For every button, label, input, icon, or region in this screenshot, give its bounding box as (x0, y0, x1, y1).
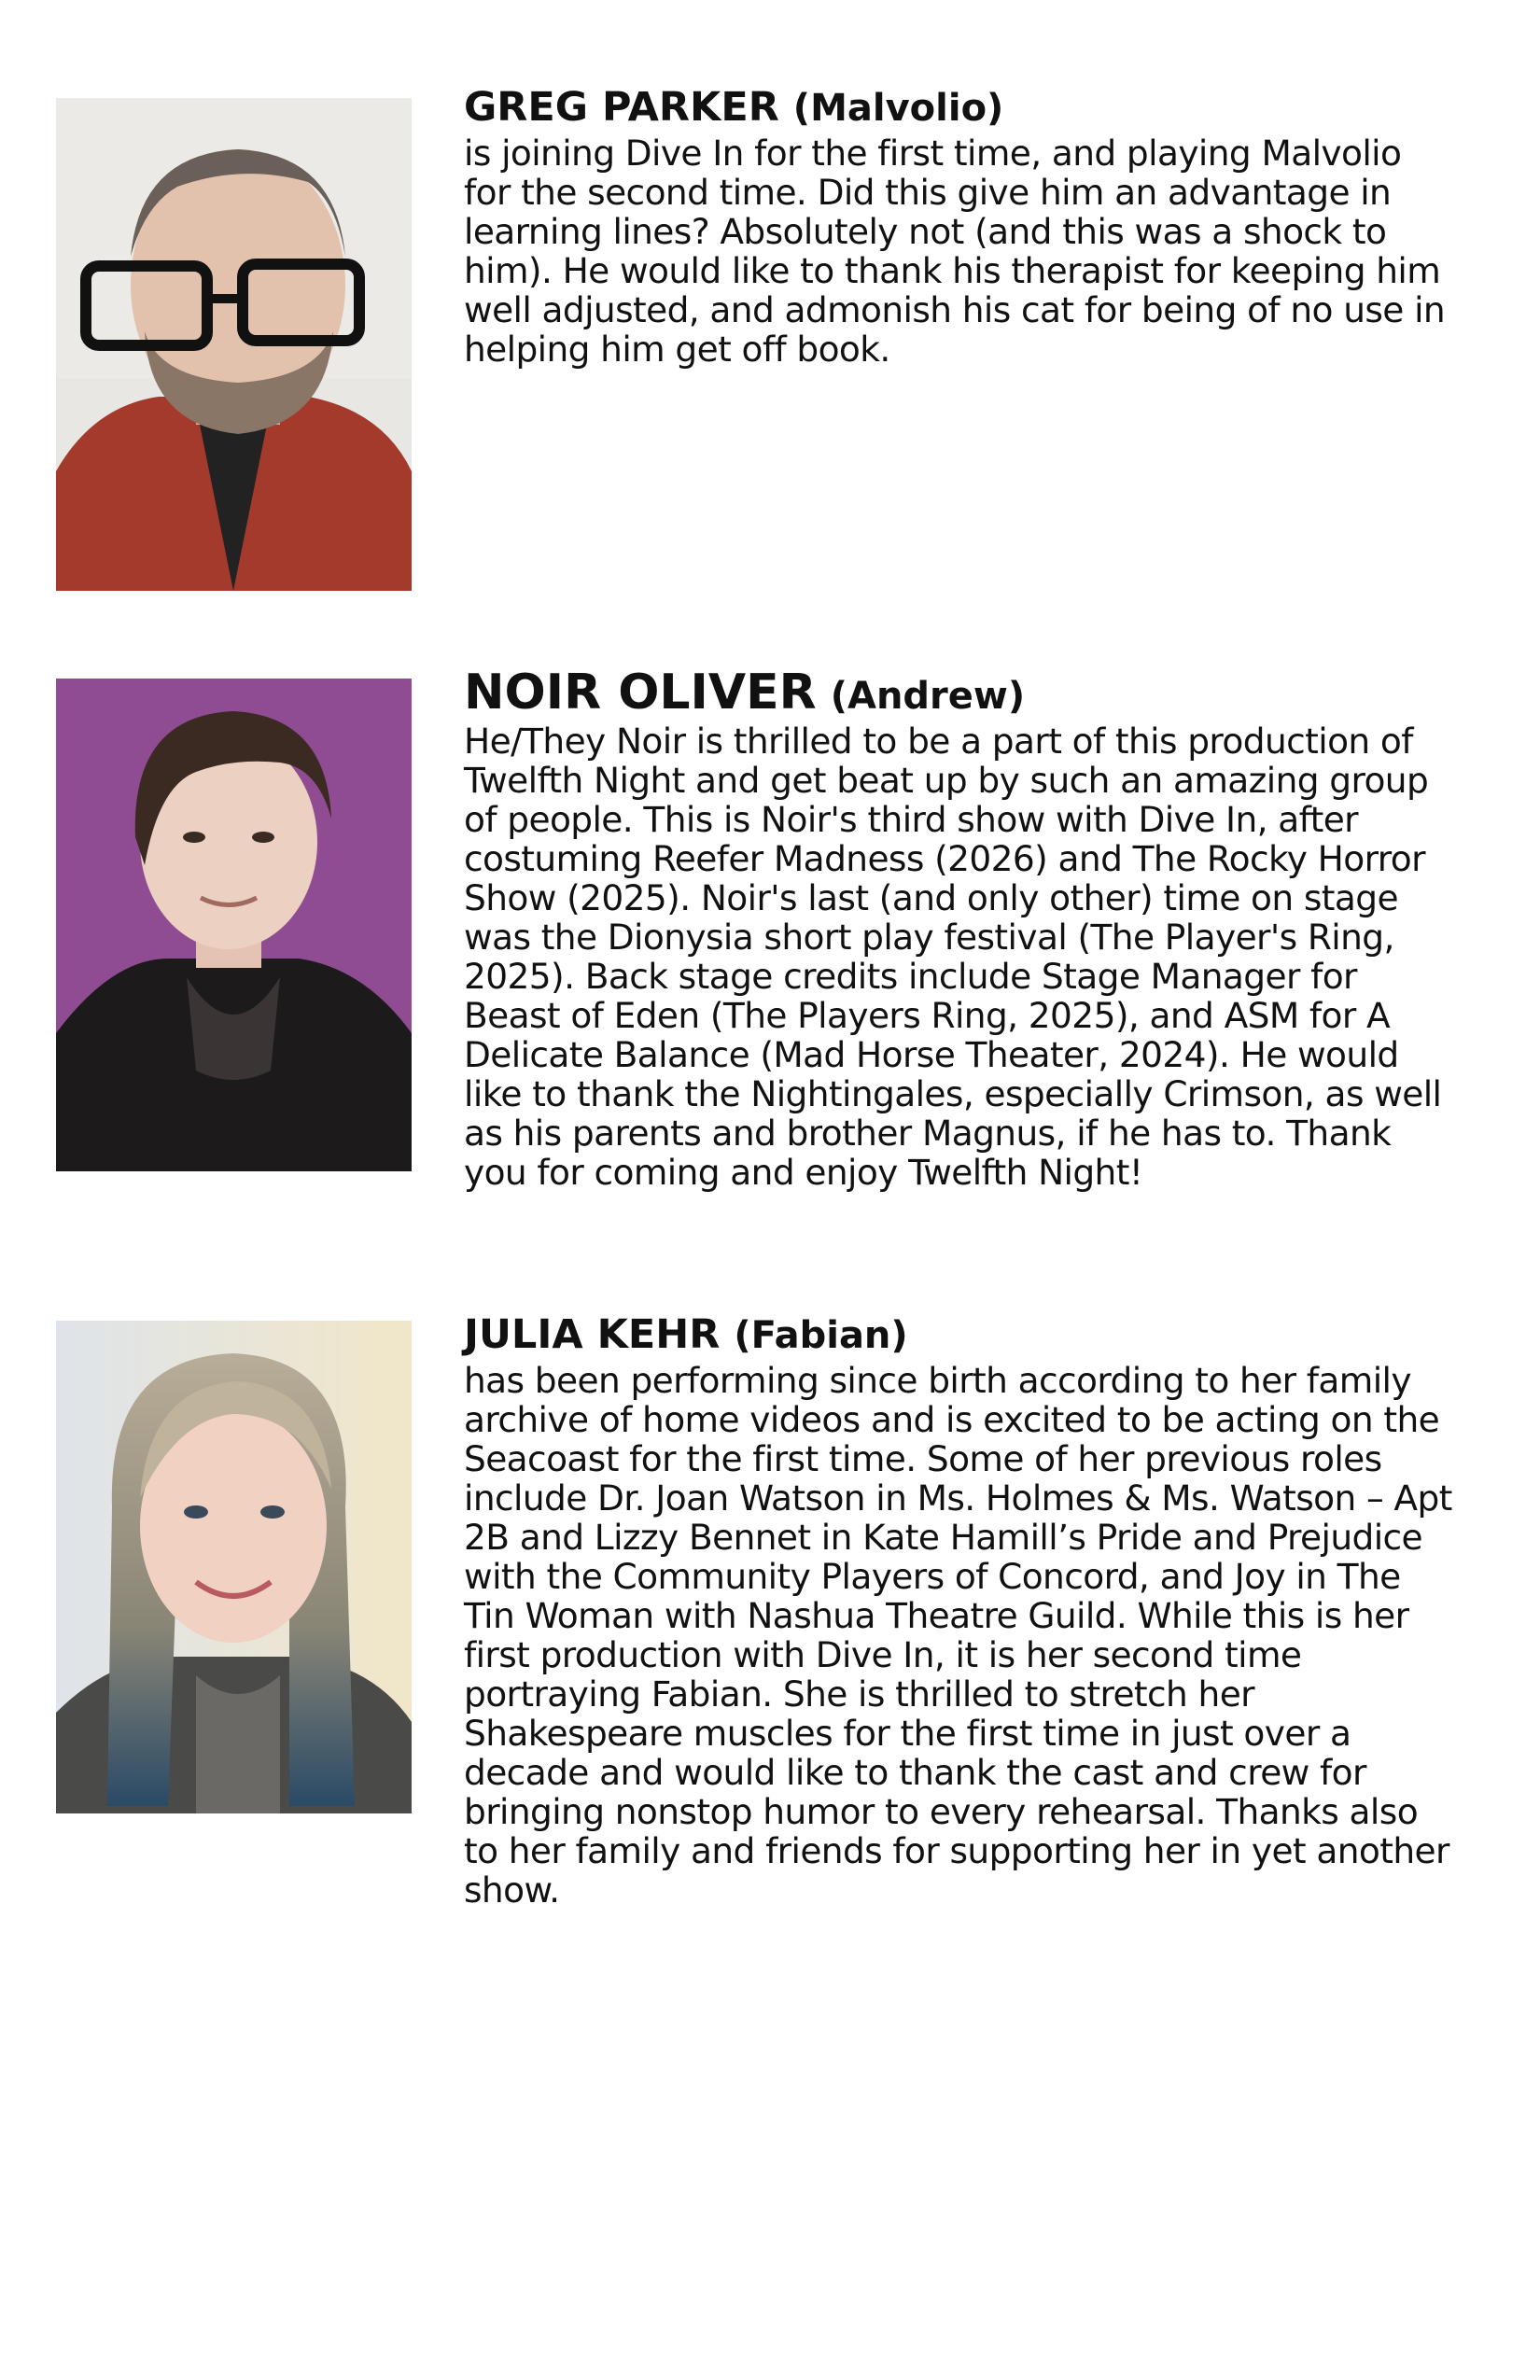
headshot-photo (56, 679, 412, 1171)
character-role: (Malvolio) (792, 87, 1004, 130)
character-role: (Andrew) (830, 675, 1026, 718)
actor-name: JULIA KEHR (464, 1311, 721, 1358)
headshot-photo (56, 98, 412, 591)
cast-heading (464, 1309, 1453, 1361)
cast-heading (464, 667, 1453, 721)
bio-text: is joining Dive In for the first time, and playing Malvolio for the second time. Did this give him an advantage in learning lines? Absolutely not (and this was a shock to him). He would like to thank his therapist for keeping him well adjusted, and admonish his cat for being of no use in helping him get off book. (464, 133, 1446, 370)
actor-name: GREG PARKER (464, 84, 779, 131)
cast-heading (464, 82, 1453, 133)
bio-text: has been performing since birth according to her family archive of home videos and is excited to be acting on the Seacoast for the first time. Some of her previous roles include Dr. Joan Watson in Ms. Holmes & Ms. Watson – Apt 2B and Lizzy Bennet in Kate Hamill’s Pride and Prejudice with the Community Players of Concord, and Joy in The Tin Woman with Nashua Theatre Guild. While this is her first production with Dive In, it is her second time portraying Fabian. She is thrilled to stretch her Shakespeare muscles for the first time in just over a decade and would like to thank the cast and crew for bringing nonstop humor to every rehearsal. Thanks also to her family and friends for supporting her in yet another show. (464, 1360, 1452, 1911)
headshot-photo (56, 1321, 412, 1813)
actor-name: NOIR OLIVER (464, 665, 817, 721)
character-role: (Fabian) (734, 1314, 908, 1357)
bio-text: He/They Noir is thrilled to be a part of this production of Twelfth Night and get beat up by such an amazing group of people. This is Noir's third show with Dive In, after costuming Reefer Madness (2026) and The Rocky Horror Show (2025). Noir's last (and only other) time on stage was the Dionysia short play festival (The Player's Ring, 2025). Back stage credits include Stage Manager for Beast of Eden (The Players Ring, 2025), and ASM for A Delicate Balance (Mad Horse Theater, 2024). He would like to thank the Nightingales, especially Crimson, as well as his parents and brother Magnus, if he has to. Thank you for coming and enjoy Twelfth Night! (464, 721, 1442, 1193)
